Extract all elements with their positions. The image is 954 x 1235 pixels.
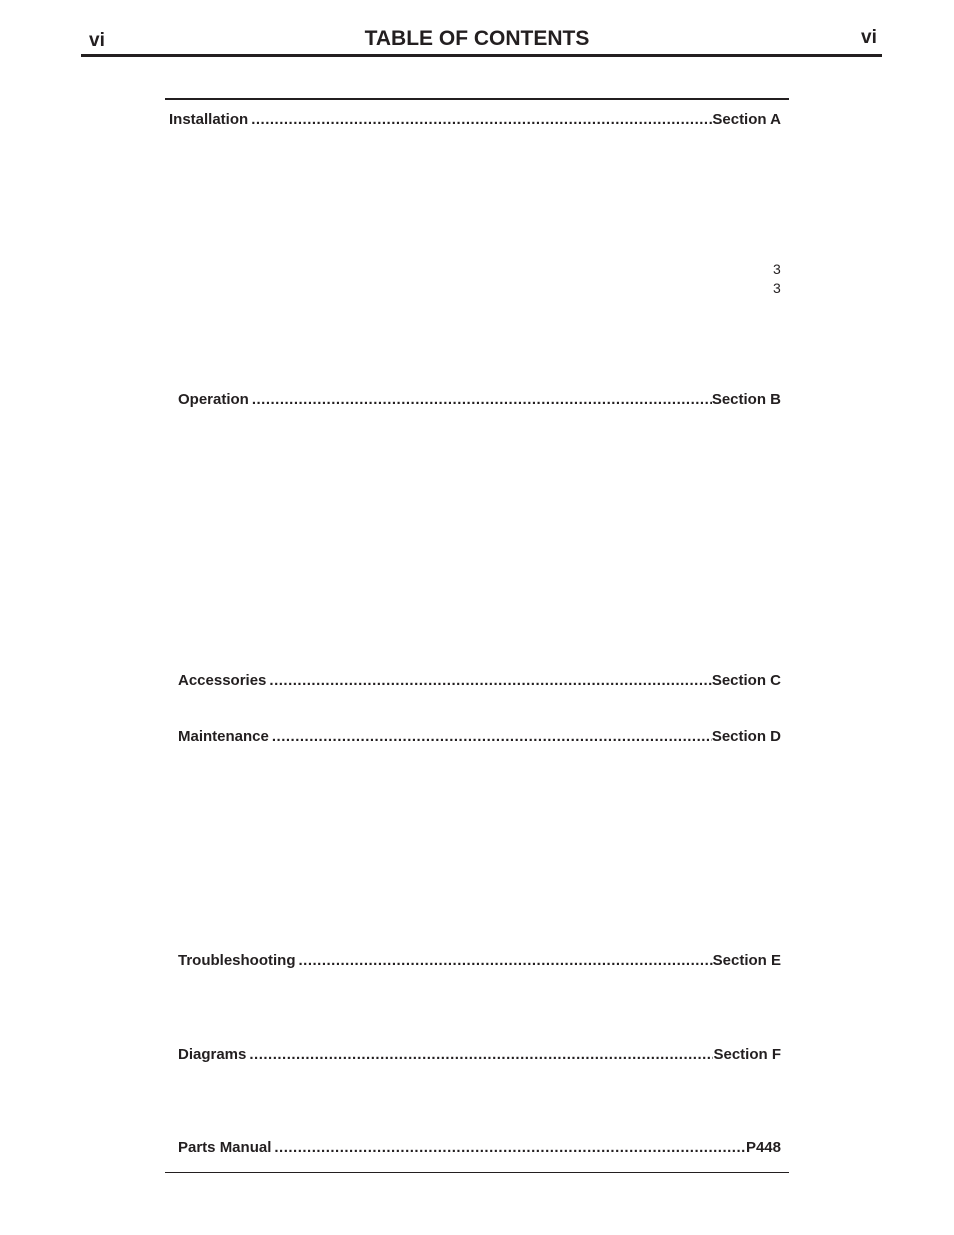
- toc-entry-troubleshooting[interactable]: [178, 952, 781, 970]
- toc-entry-accessories[interactable]: [178, 672, 781, 690]
- toc-entry-maintenance[interactable]: [178, 728, 781, 746]
- toc-entry-label: Troubleshooting: [178, 952, 296, 969]
- toc-bottom-rule: [165, 1172, 789, 1173]
- header-rule: [81, 54, 882, 57]
- dot-leader: [251, 111, 712, 129]
- toc-entry-parts-manual[interactable]: [178, 1139, 781, 1157]
- toc-entry-label: Operation: [178, 391, 249, 408]
- toc-entry-label: Installation: [169, 111, 249, 128]
- toc-entry-target: Section C: [711, 672, 781, 689]
- page-title: TABLE OF CONTENTS: [364, 27, 590, 50]
- toc-entry-target: Section A: [712, 111, 781, 128]
- toc-entry-target: Section B: [711, 391, 781, 408]
- toc-entry-label: Maintenance: [178, 728, 269, 745]
- toc-entry-label: Parts Manual: [178, 1139, 272, 1156]
- dot-leader: [269, 672, 711, 690]
- stray-mark: 3: [773, 280, 781, 296]
- toc-entry-installation[interactable]: [169, 111, 781, 129]
- toc-entry-operation[interactable]: [178, 391, 781, 409]
- dot-leader: [274, 1139, 746, 1157]
- toc-entry-target: P448: [745, 1139, 781, 1156]
- page-number-right: vi: [861, 27, 877, 48]
- stray-mark: 3: [773, 261, 781, 277]
- dot-leader: [299, 952, 713, 970]
- toc-top-rule: [165, 98, 789, 100]
- dot-leader: [252, 391, 712, 409]
- toc-entry-label: Accessories: [178, 672, 267, 689]
- toc-entry-target: Section F: [713, 1046, 781, 1063]
- toc-entry-target: Section D: [711, 728, 781, 745]
- toc-entry-diagrams[interactable]: [178, 1046, 781, 1064]
- toc-entry-label: Diagrams: [178, 1046, 247, 1063]
- page-number-left: vi: [89, 30, 105, 51]
- toc-entry-target: Section E: [712, 952, 781, 969]
- dot-leader: [249, 1046, 713, 1064]
- dot-leader: [272, 728, 712, 746]
